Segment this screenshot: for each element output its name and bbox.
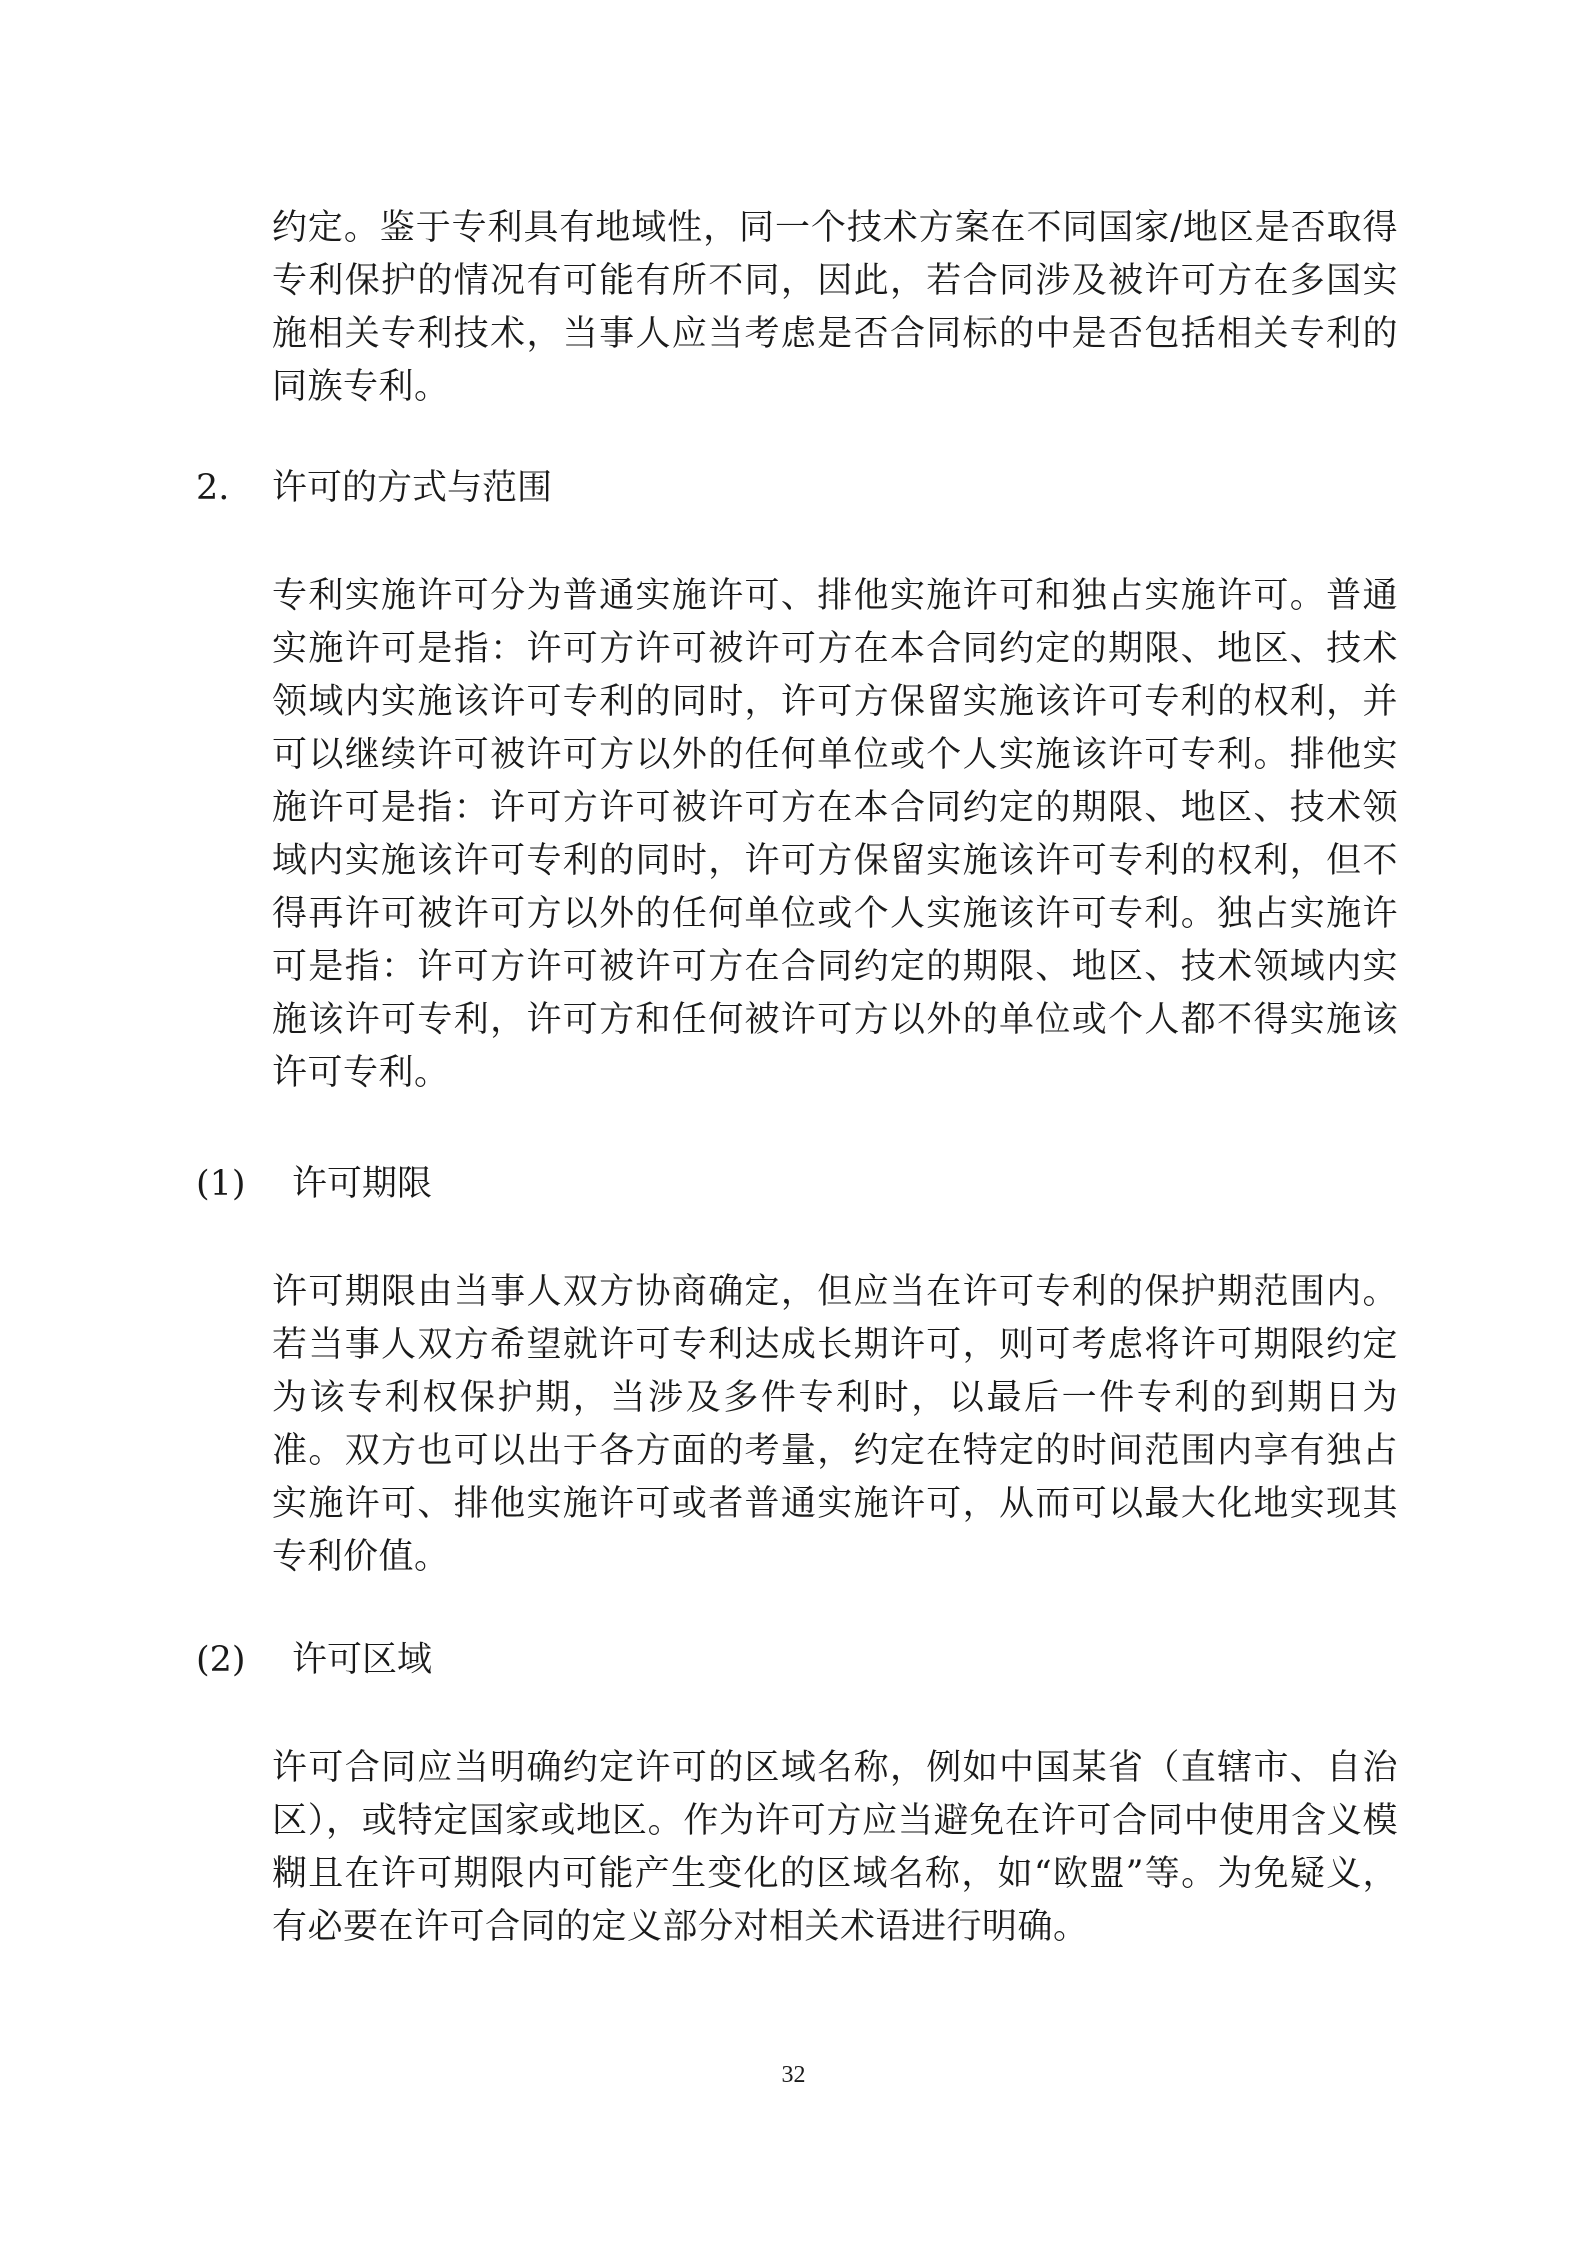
subsection-number: (2): [196, 1640, 246, 1680]
section-title: 许可的方式与范围: [272, 468, 553, 508]
paragraph-license-term: 许可期限由当事人双方协商确定，但应当在许可专利的保护期范围内。若当事人双方希望就许可专利达成长期许可，则可考虑将许可期限约定为该专利权保护期，当涉及多件专利时，以最后一件专利的到期日为准。双方也可以出于各方面的考量，约定在特定的时间范围内享有独占实施许可、排他实施许可或者普通实施许可，从而可以最大化地实现其专利价值。: [272, 1272, 1398, 1577]
paragraph-license-types: 专利实施许可分为普通实施许可、排他实施许可和独占实施许可。普通实施许可是指：许可方许可被许可方在本合同约定的期限、地区、技术领域内实施该许可专利的同时，许可方保留实施该许可专利的权利，并可以继续许可被许可方以外的任何单位或个人实施该许可专利。排他实施许可是指：许可方许可被许可方在本合同约定的期限、地区、技术领域内实施该许可专利的同时，许可方保留实施该许可专利的权利，但不得再许可被许可方以外的任何单位或个人实施该许可专利。独占实施许可是指：许可方许可被许可方在合同约定的期限、地区、技术领域内实施该许可专利，许可方和任何被许可方以外的单位或个人都不得实施该许可专利。: [272, 576, 1398, 1093]
section-heading-license-scope: [0, 462, 1587, 515]
section-number: 2.: [196, 468, 230, 508]
subsection-title: 许可期限: [292, 1164, 433, 1204]
subsection-heading-license-term: [0, 1158, 1587, 1211]
page-number: 32: [781, 2062, 806, 2088]
subsection-heading-license-territory: [0, 1634, 1587, 1687]
subsection-number: (1): [196, 1164, 246, 1204]
paragraph-license-territory: 许可合同应当明确约定许可的区域名称，例如中国某省（直辖市、自治区），或特定国家或地区。作为许可方应当避免在许可合同中使用含义模糊且在许可期限内可能产生变化的区域名称，如“欧盟”等。为免疑义，有必要在许可合同的定义部分对相关术语进行明确。: [272, 1748, 1398, 1947]
subsection-title: 许可区域: [292, 1640, 433, 1680]
paragraph-territoriality: 约定。鉴于专利具有地域性，同一个技术方案在不同国家/地区是否取得专利保护的情况有可能有所不同，因此，若合同涉及被许可方在多国实施相关专利技术，当事人应当考虑是否合同标的中是否包括相关专利的同族专利。: [272, 208, 1398, 407]
